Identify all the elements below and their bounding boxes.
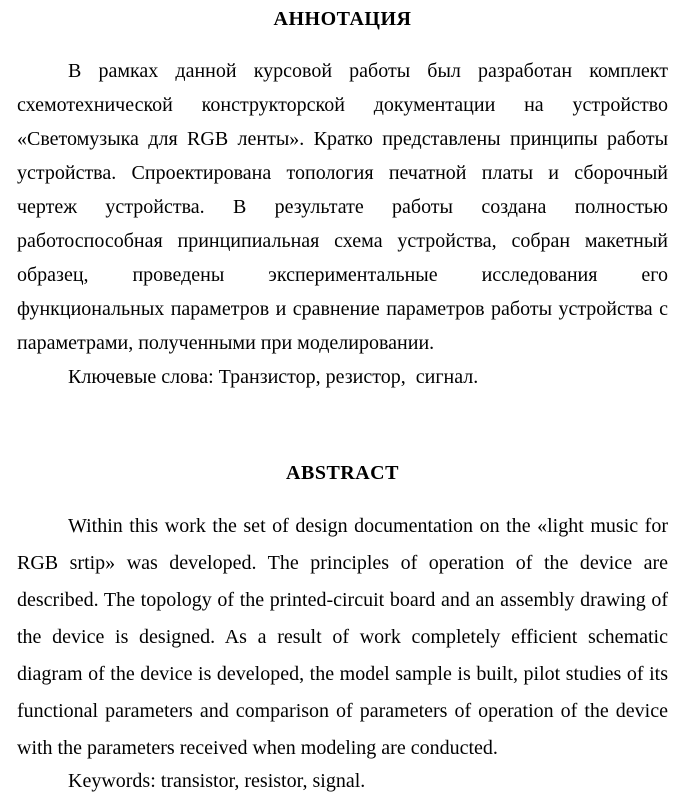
- text-line: устройства. Спроектирована топология печатной платы и сборочный: [17, 162, 668, 184]
- text-line: В рамках данной курсовой работы был разработан комплект: [68, 60, 668, 82]
- text-line: параметрами, полученными при моделировании.: [17, 332, 435, 354]
- text-line: with the parameters received when modeling are conducted.: [17, 737, 498, 759]
- annotation-paragraph: [17, 54, 668, 360]
- text-line: образец, проведены экспериментальные исследования его: [17, 264, 668, 286]
- text-line: functional parameters and comparison of parameters of operation of the device: [17, 700, 668, 722]
- annotation-keywords: Ключевые слова: Транзистор, резистор, сигнал.: [68, 366, 479, 388]
- text-line: Within this work the set of design documentation on the «light music for: [68, 515, 668, 537]
- text-line: чертеж устройства. В результате работы создана полностью: [17, 196, 668, 218]
- text-line: функциональных параметров и сравнение параметров работы устройства с: [17, 298, 668, 320]
- abstract-keywords: Keywords: transistor, resistor, signal.: [68, 770, 366, 792]
- abstract-paragraph: [17, 508, 668, 767]
- annotation-section: [17, 6, 668, 394]
- text-line: diagram of the device is developed, the model sample is built, pilot studies of its: [17, 663, 668, 685]
- abstract-section: [17, 460, 668, 795]
- abstract-title: ABSTRACT: [286, 462, 399, 484]
- text-line: «Светомузыка для RGB ленты». Кратко представлены принципы работы: [17, 128, 668, 150]
- text-line: RGB srtip» was developed. The principles of operation of the device are: [17, 552, 668, 574]
- text-line: схемотехнической конструкторской документации на устройство: [17, 94, 668, 116]
- text-line: работоспособная принципиальная схема устройства, собран макетный: [17, 230, 668, 252]
- text-line: the device is designed. As a result of work completely efficient schematic: [17, 626, 668, 648]
- text-line: described. The topology of the printed-circuit board and an assembly drawing of: [17, 589, 668, 611]
- annotation-title: АННОТАЦИЯ: [273, 8, 412, 30]
